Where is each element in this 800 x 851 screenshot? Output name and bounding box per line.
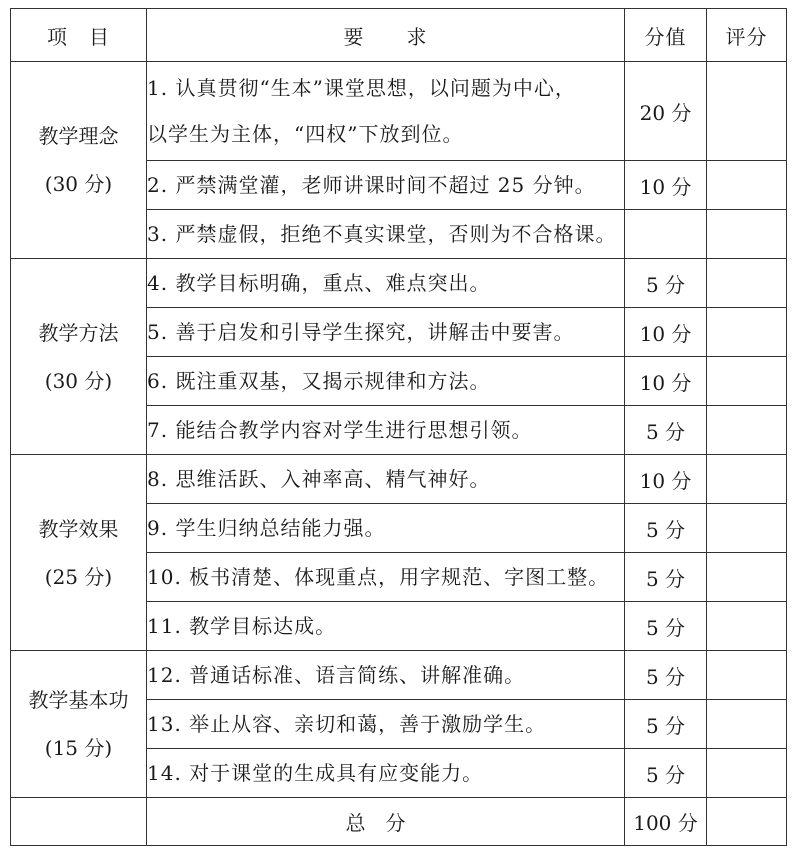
requirement-cell	[147, 504, 625, 553]
category-cell	[11, 455, 147, 651]
requirement-text: 12. 普通话标准、语言简练、讲解准确。	[147, 663, 526, 687]
category-points: (15 分)	[44, 736, 113, 760]
evaluation-cell[interactable]	[707, 259, 787, 308]
score-cell: 5 分	[625, 602, 707, 651]
header-category: 项 目	[11, 9, 147, 62]
total-evaluation-cell[interactable]	[707, 798, 787, 846]
category-name: 教学方法	[38, 320, 119, 345]
score-cell: 5 分	[625, 700, 707, 749]
requirement-text: 10. 板书清楚、体现重点，用字规范、字图工整。	[147, 565, 610, 589]
requirement-cell	[147, 455, 625, 504]
category-name: 教学基本功	[28, 688, 129, 712]
evaluation-cell[interactable]	[707, 700, 787, 749]
category-points: (25 分)	[44, 564, 113, 589]
evaluation-cell[interactable]	[707, 602, 787, 651]
header-evaluation: 评分	[707, 9, 787, 62]
total-score: 100 分	[625, 798, 707, 846]
header-row	[11, 9, 787, 62]
requirement-cell	[147, 700, 625, 749]
evaluation-cell[interactable]	[707, 504, 787, 553]
evaluation-cell[interactable]	[707, 553, 787, 602]
evaluation-cell[interactable]	[707, 62, 787, 161]
evaluation-cell[interactable]	[707, 406, 787, 455]
evaluation-cell[interactable]	[707, 651, 787, 700]
score-cell: 20 分	[625, 62, 707, 161]
requirement-text: 以学生为主体，“四权”下放到位。	[147, 122, 464, 146]
category-points: (30 分)	[44, 172, 113, 196]
header-requirement: 要 求	[147, 9, 625, 62]
score-cell: 5 分	[625, 406, 707, 455]
header-score: 分值	[625, 9, 707, 62]
requirement-cell	[147, 602, 625, 651]
category-cell	[11, 62, 147, 259]
requirement-cell	[147, 651, 625, 700]
category-name: 教学理念	[38, 124, 119, 148]
category-cell	[11, 651, 147, 798]
requirement-cell	[147, 308, 625, 357]
score-cell: 5 分	[625, 651, 707, 700]
requirement-cell	[147, 259, 625, 308]
requirement-text: 5. 善于启发和引导学生探究，讲解击中要害。	[147, 320, 575, 344]
requirement-text: 9. 学生归纳总结能力强。	[147, 516, 386, 540]
requirement-text: 11. 教学目标达成。	[147, 614, 337, 638]
requirement-text: 1. 认真贯彻“生本”课堂思想，以问题为中心，	[147, 76, 576, 100]
requirement-cell	[147, 62, 625, 161]
requirement-cell	[147, 553, 625, 602]
score-cell: 5 分	[625, 259, 707, 308]
requirement-text: 8. 思维活跃、入神率高、精气神好。	[147, 467, 491, 491]
requirement-cell	[147, 161, 625, 210]
requirement-text: 7. 能结合教学内容对学生进行思想引领。	[147, 418, 533, 442]
requirement-text: 14. 对于课堂的生成具有应变能力。	[147, 761, 484, 785]
score-cell: 10 分	[625, 161, 707, 210]
score-cell	[625, 210, 707, 259]
evaluation-cell[interactable]	[707, 308, 787, 357]
requirement-text: 6. 既注重双基，又揭示规律和方法。	[147, 369, 491, 393]
category-points: (30 分)	[44, 368, 113, 393]
evaluation-cell[interactable]	[707, 161, 787, 210]
score-cell: 5 分	[625, 749, 707, 798]
category-cell	[11, 259, 147, 455]
requirement-cell	[147, 406, 625, 455]
evaluation-cell[interactable]	[707, 455, 787, 504]
evaluation-cell[interactable]	[707, 210, 787, 259]
table-row	[11, 62, 787, 161]
requirement-cell	[147, 357, 625, 406]
evaluation-cell[interactable]	[707, 749, 787, 798]
evaluation-table	[10, 8, 787, 846]
score-cell: 10 分	[625, 308, 707, 357]
requirement-text: 4. 教学目标明确，重点、难点突出。	[147, 271, 491, 295]
total-label: 总分	[147, 798, 625, 846]
requirement-cell	[147, 210, 625, 259]
requirement-text: 3. 严禁虚假，拒绝不真实课堂，否则为不合格课。	[147, 222, 617, 246]
score-cell: 5 分	[625, 553, 707, 602]
requirement-text: 13. 举止从容、亲切和蔼，善于激励学生。	[147, 712, 547, 736]
score-cell: 10 分	[625, 455, 707, 504]
requirement-cell	[147, 749, 625, 798]
total-blank-cell	[11, 798, 147, 846]
category-name: 教学效果	[38, 516, 119, 541]
table-row	[11, 259, 787, 308]
score-cell: 10 分	[625, 357, 707, 406]
table-row	[11, 455, 787, 504]
total-row	[11, 798, 787, 846]
requirement-text: 2. 严禁满堂灌，老师讲课时间不超过 25 分钟。	[147, 173, 596, 197]
evaluation-cell[interactable]	[707, 357, 787, 406]
score-cell: 5 分	[625, 504, 707, 553]
table-row	[11, 651, 787, 700]
